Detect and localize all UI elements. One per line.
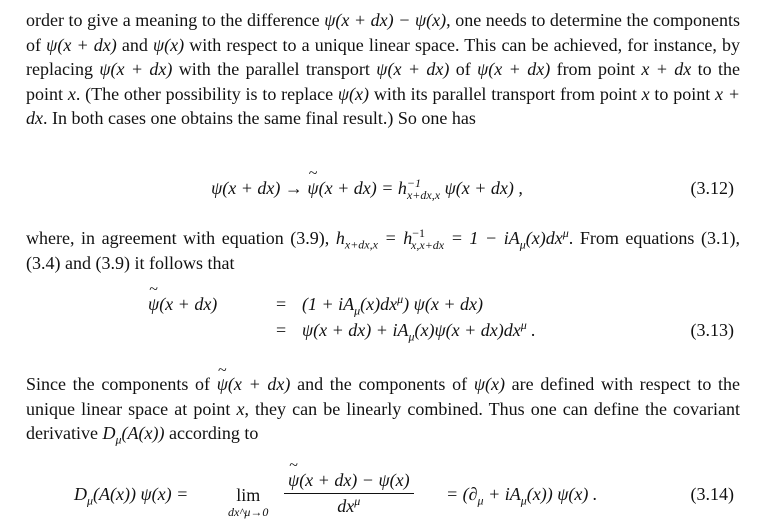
psi-tilde: ~ ψ bbox=[288, 470, 299, 491]
text: with the parallel transport bbox=[172, 59, 377, 80]
eq-part: . bbox=[526, 320, 536, 340]
eq-part: + iA bbox=[483, 484, 521, 504]
text: according to bbox=[164, 423, 259, 444]
equation-3-12 bbox=[26, 176, 740, 202]
eq-part: (x)ψ(x + dx)dx bbox=[414, 320, 521, 340]
math: x + dx bbox=[26, 83, 740, 129]
math-sub: x,x+dx bbox=[411, 237, 445, 252]
math: h bbox=[335, 228, 345, 248]
math: ψ(x) bbox=[152, 34, 185, 55]
text: where, in agreement with equation (3.9), bbox=[26, 228, 336, 248]
eq-rhs: ψ(x + dx) , bbox=[440, 178, 523, 198]
equals-sign: = bbox=[276, 320, 287, 340]
math-sup: −1 bbox=[412, 226, 426, 240]
math: (x)dx bbox=[525, 228, 563, 248]
text: Since the components of bbox=[26, 374, 217, 394]
text: and the components of bbox=[290, 374, 474, 394]
math: D bbox=[102, 423, 116, 444]
text: and bbox=[116, 34, 153, 55]
paragraph-1 bbox=[26, 8, 740, 131]
paragraph-3 bbox=[26, 372, 740, 446]
math: ψ(x) bbox=[473, 374, 505, 394]
equation-number: (3.13) bbox=[690, 320, 734, 340]
eq-part: D bbox=[74, 484, 87, 504]
text: to point bbox=[649, 83, 716, 104]
math: ψ(x + dx) bbox=[99, 59, 173, 80]
math: (A(x)) bbox=[121, 423, 165, 444]
eq-part: (x)) ψ(x) . bbox=[526, 484, 598, 504]
eq-sup: μ bbox=[354, 494, 361, 508]
math: x bbox=[236, 398, 245, 419]
eq-lhs: (x + dx) bbox=[159, 294, 218, 314]
eq-sup: −1 bbox=[406, 176, 421, 190]
lim-subscript: dx^μ→0 bbox=[228, 505, 269, 519]
text: with respect to a unique linear space. This can be achieved, for instance, by replacing bbox=[26, 34, 741, 80]
limit bbox=[228, 486, 268, 518]
eq-part: ) ψ(x + dx) bbox=[403, 294, 483, 314]
eq-part: (1 + iA bbox=[302, 294, 355, 314]
eq-sub: μ bbox=[477, 493, 484, 508]
math: ψ(x + dx) bbox=[46, 34, 117, 55]
eq-part: (x)dx bbox=[360, 294, 398, 314]
math-sub: x+dx,x bbox=[344, 237, 378, 252]
text: are defined with respect to the unique linear space at point bbox=[26, 374, 741, 419]
numerator: (x + dx) − ψ(x) bbox=[299, 470, 410, 490]
paragraph-2 bbox=[26, 226, 740, 275]
eq-mid: (x + dx) = h bbox=[318, 178, 407, 198]
text: to the point bbox=[26, 59, 741, 104]
eq-sub: μ bbox=[520, 493, 527, 508]
equation-number: (3.14) bbox=[690, 484, 734, 504]
text: . In both cases one obtains the same final result.) So one has bbox=[43, 108, 476, 129]
math: ψ(x) bbox=[337, 83, 370, 104]
psi-tilde: ~ ψ bbox=[148, 294, 159, 315]
eq-sup: μ bbox=[397, 292, 404, 306]
lim-word: lim bbox=[236, 485, 261, 505]
psi-tilde: ~ ψ bbox=[217, 372, 228, 397]
text: of bbox=[449, 59, 478, 80]
equation-3-14 bbox=[26, 470, 740, 526]
math: = 1 − iA bbox=[444, 228, 520, 248]
text: , they can be linearly combined. Thus one can define the covariant derivative bbox=[26, 398, 741, 444]
math-sub: μ bbox=[115, 432, 122, 447]
math: = h bbox=[377, 228, 413, 248]
eq-part: (A(x)) ψ(x) = bbox=[93, 484, 189, 504]
eq-sup: μ bbox=[520, 318, 527, 332]
text: . (The other possibility is to replace bbox=[75, 83, 338, 104]
math-tilde: ψ(x + dx) bbox=[376, 59, 450, 80]
text: from point bbox=[550, 59, 642, 80]
fraction bbox=[284, 470, 414, 517]
psi-tilde: ~ ψ bbox=[307, 178, 318, 199]
text: order to give a meaning to the difference bbox=[26, 10, 325, 30]
math: x bbox=[67, 83, 76, 104]
eq-part: ψ(x + dx) + iA bbox=[302, 320, 409, 340]
denominator: dx bbox=[337, 496, 355, 516]
text: , one needs to determine the components of bbox=[26, 10, 740, 55]
math: x bbox=[641, 83, 650, 104]
eq-sub: μ bbox=[354, 303, 361, 318]
text: . From equations (3.1), (3.4) and (3.9) it follows that bbox=[26, 228, 740, 273]
eq-part: = (∂ bbox=[446, 484, 478, 504]
equation-number: (3.12) bbox=[690, 178, 734, 198]
math: ψ(x + dx) − ψ(x) bbox=[324, 10, 447, 30]
math: (x + dx) bbox=[227, 374, 291, 394]
eq-sub: μ bbox=[408, 329, 415, 344]
eq-sub: μ bbox=[87, 493, 94, 508]
eq-sub: x+dx,x bbox=[406, 187, 441, 202]
text: with its parallel transport from point bbox=[369, 83, 642, 104]
math-sub: μ bbox=[519, 237, 526, 252]
eq-lhs: ψ(x + dx) → bbox=[211, 178, 308, 198]
math: x + dx bbox=[641, 59, 692, 80]
math: ψ(x + dx) bbox=[477, 59, 551, 80]
equals-sign: = bbox=[276, 294, 287, 314]
math-sup: μ bbox=[562, 226, 569, 240]
